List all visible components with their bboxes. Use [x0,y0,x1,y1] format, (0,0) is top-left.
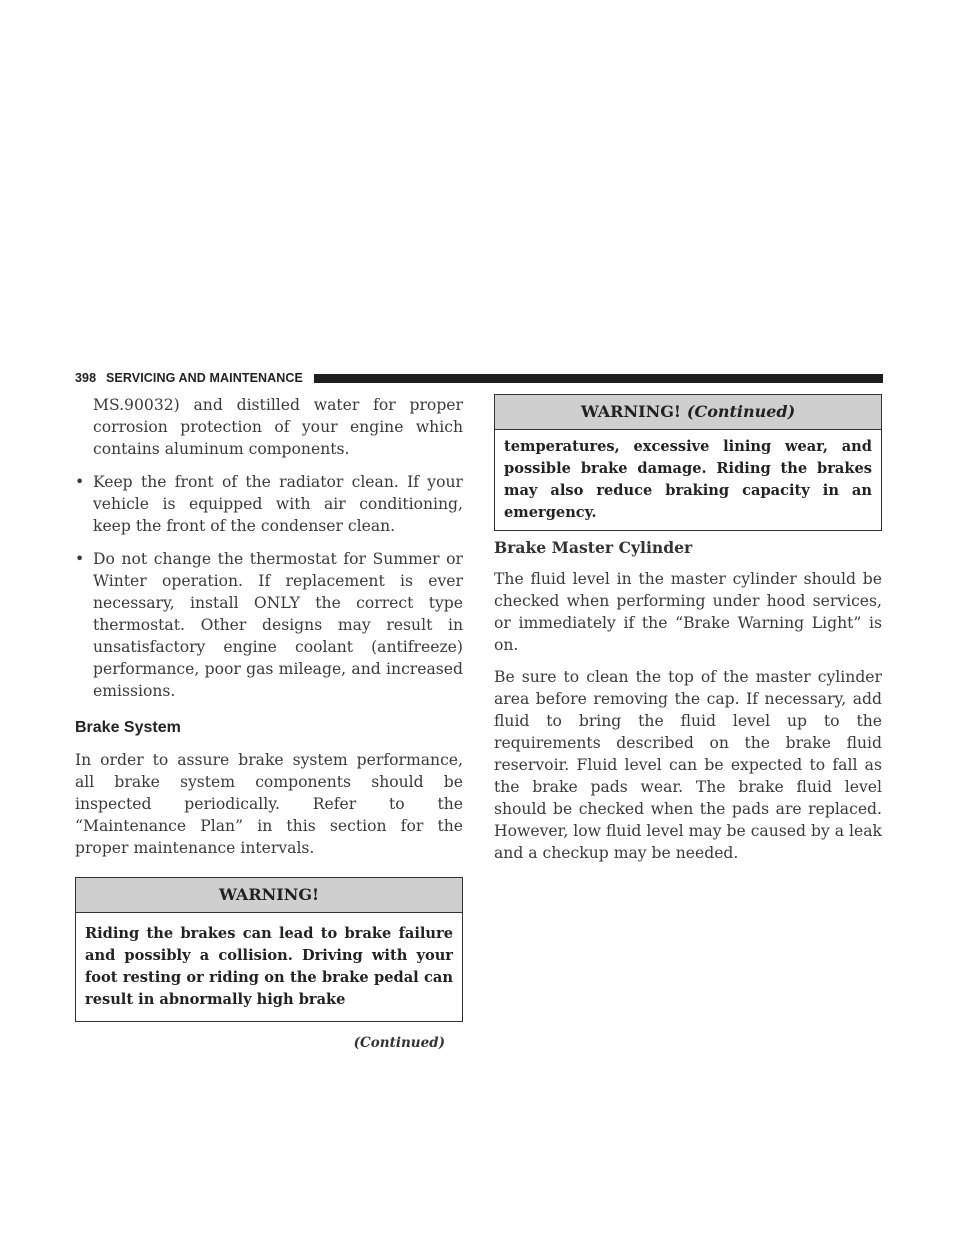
subheading: Brake Master Cylinder [494,538,693,557]
warning-title-text: WARNING! [218,885,320,904]
list-item-text: Keep the front of the radiator clean. If your vehicle is equipped with air conditioning, keep the front of the condenser clean. [93,473,463,535]
continued-text: MS.90032) and distilled water for proper corrosion protection of your engine which contains aluminum components. [93,396,463,458]
page-number: 398 [75,371,97,385]
warning-body: Riding the brakes can lead to brake failure and possibly a collision. Driving with your foot resting or riding on the brake pedal can result in abnormally high brake [85,925,453,1008]
warning-title [76,878,462,913]
page-header [75,370,883,388]
bullet-icon: • [75,550,85,568]
warning-title-text: WARNING! [580,402,681,421]
header-rule [314,374,883,383]
left-column [75,394,463,1054]
list-item [75,548,463,702]
paragraph: The fluid level in the master cylinder should be checked when performing under hood services, or immediately if the “Brake Warning Light” is on. [494,570,882,654]
continued-label: (Continued) [353,1035,445,1051]
section-heading: Brake System [75,719,181,736]
warning-box-continued [494,394,882,531]
warning-title [495,395,881,430]
warning-body: temperatures, excessive lining wear, and possible brake damage. Riding the brakes may also reduce braking capacity in an emergency. [504,438,872,521]
list-item-text: Do not change the thermostat for Summer or Winter operation. If replacement is ever necessary, install ONLY the correct type thermostat. Other designs may result in unsatisfactory engine coolant (antifreeze) performance, poor gas mileage, and increased emissions. [93,550,463,700]
section-title: SERVICING AND MAINTENANCE [106,371,303,385]
warning-box [75,877,463,1022]
right-column [494,394,882,864]
list-item [75,471,463,537]
bullet-icon: • [75,473,85,491]
paragraph: Be sure to clean the top of the master cylinder area before removing the cap. If necessary, add fluid to bring the fluid level up to the requirements described on the brake fluid reservoir. Fluid level can be expected to fall as the brake pads wear. The brake fluid level should be checked when the pads are replaced. However, low fluid level may be caused by a leak and a checkup may be needed. [494,668,882,862]
brake-system-paragraph: In order to assure brake system performance, all brake system components should be inspected periodically. Refer to the “Maintenance Plan” in this section for the proper maintenance intervals. [75,751,463,857]
warning-continued-label: (Continued) [686,402,796,421]
